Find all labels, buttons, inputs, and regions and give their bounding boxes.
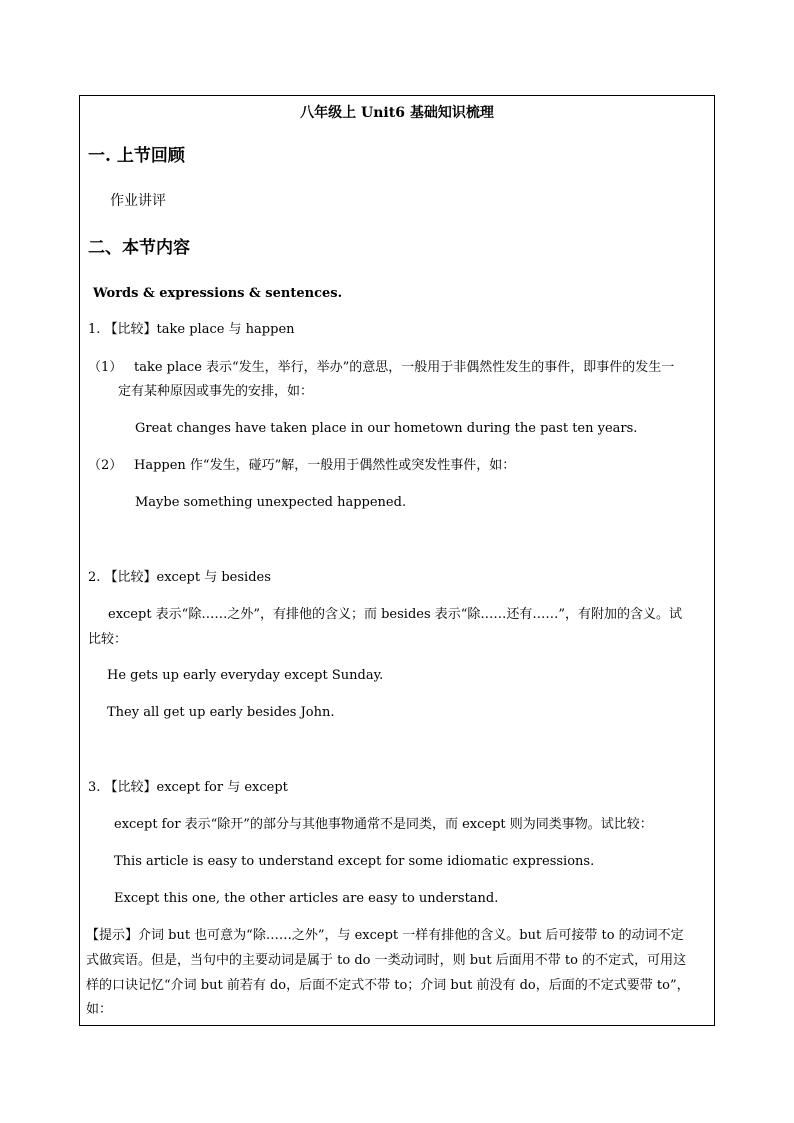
item-3-line1: except for 表示“除开”的部分与其他事物通常不是同类，而 except 则为同类事物。试比较：: [114, 817, 653, 832]
item-2-example-1: He gets up early everyday except Sunday.: [107, 668, 384, 683]
section-2-heading: 二、本节内容: [88, 238, 190, 258]
item-2-line2: 比较：: [88, 632, 128, 647]
item-1-p2-example: Maybe something unexpected happened.: [135, 495, 407, 510]
item-3-example-2: Except this one, the other articles are easy to understand.: [114, 891, 499, 906]
item-1-p1-example: Great changes have taken place in our hometown during the past ten years.: [135, 421, 638, 436]
section-1-text: 作业讲评: [110, 193, 166, 209]
item-3-example-1: This article is easy to understand except for some idiomatic expressions.: [114, 854, 595, 869]
tip-line-3: 样的口诀记忆“介词 but 前若有 do，后面不定式不带 to；介词 but 前没有 do，后面的不定式要带 to”，: [86, 978, 690, 993]
item-2-title: 2. 【比较】except 与 besides: [88, 570, 271, 585]
tip-line-1: 【提示】介词 but 也可意为“除……之外”，与 except 一样有排他的含义。but 后可接带 to 的动词不定: [86, 928, 684, 943]
item-1-title: 1. 【比较】take place 与 happen: [88, 322, 295, 337]
tip-line-4: 如：: [86, 1002, 113, 1017]
item-1-p1-line2: 定有某种原因或事先的安排，如：: [118, 384, 314, 399]
words-heading: Words & expressions & sentences.: [93, 286, 343, 301]
item-2-example-2: They all get up early besides John.: [107, 705, 335, 720]
document-title: 八年级上 Unit6 基础知识梳理: [300, 105, 494, 121]
item-1-p1-line1: take place 表示“发生，举行，举办”的意思，一般用于非偶然性发生的事件，即事件的发生一: [134, 360, 675, 375]
section-1-heading: 一. 上节回顾: [88, 146, 185, 166]
item-1-p2-line1: Happen 作“发生，碰巧”解，一般用于偶然性或突发性事件，如：: [134, 458, 516, 473]
item-2-line1: except 表示“除……之外”，有排他的含义；而 besides 表示“除……还有……”，有附加的含义。试: [108, 607, 683, 622]
item-3-title: 3. 【比较】except for 与 except: [88, 780, 288, 795]
item-1-p2-number: （2）: [88, 458, 123, 473]
content-table-cell: [79, 95, 715, 1026]
item-1-p1-number: （1）: [88, 360, 123, 375]
tip-line-2: 式做宾语。但是，当句中的主要动词是属于 to do 一类动词时，则 but 后面用不带 to 的不定式，可用这: [86, 953, 687, 968]
